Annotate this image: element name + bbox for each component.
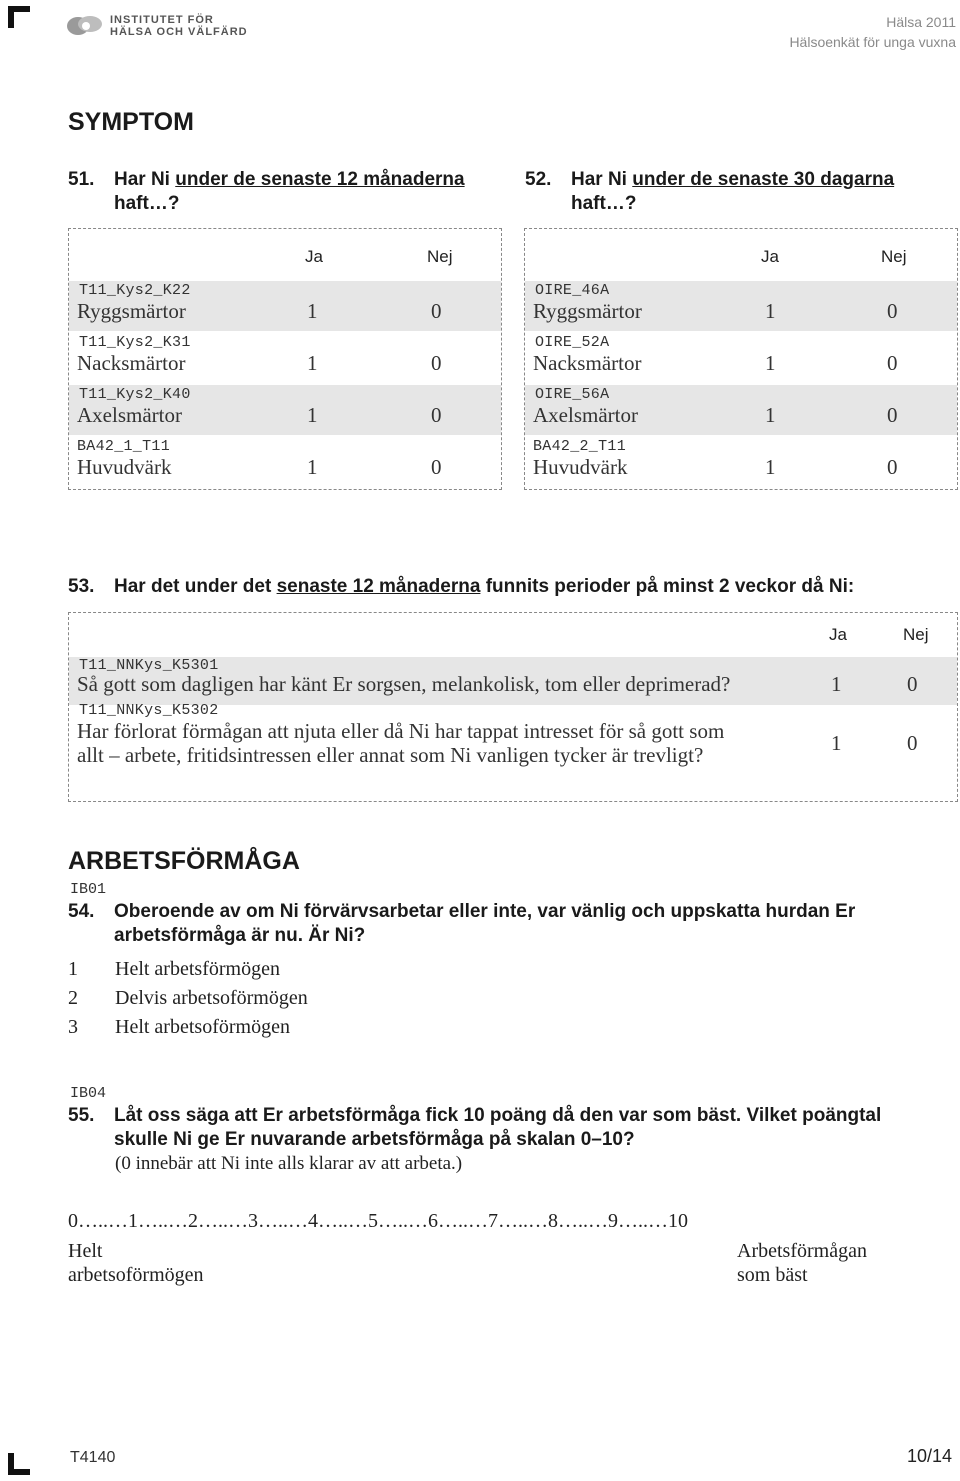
question-53 [68,575,948,599]
logo-line-1: INSTITUTET FÖR [110,14,214,26]
form-code: T4140 [70,1449,116,1466]
table-row [69,437,501,487]
variable-code: IB04 [70,1085,107,1102]
table-52 [524,228,958,490]
table-51 [68,228,502,490]
crop-mark-bottom-left [8,1453,30,1475]
variable-code: OIRE_56A [535,386,610,403]
variable-code: OIRE_52A [535,334,610,351]
score-scale[interactable]: 0…..…1…..…2…..…3…..…4…..…5…..…6…..…7…..…8…..…9…..…10 [68,1210,688,1232]
row-label: Axelsmärtor [77,403,182,427]
variable-code: IB01 [70,881,107,898]
question-text: Har Ni [114,169,176,190]
survey-title: Hälsa 2011 [886,14,956,30]
answer-ja[interactable]: 1 [831,731,842,755]
variable-code: BA42_1_T11 [77,438,171,455]
survey-subtitle: Hälsoenkät för unga vuxna [789,34,956,50]
answer-ja[interactable]: 1 [765,351,776,375]
logo-line-2: HÄLSA OCH VÄLFÄRD [110,26,248,38]
answer-ja[interactable]: 1 [765,299,776,323]
answer-nej[interactable]: 0 [431,403,442,427]
scale-left-label-1: Helt [68,1240,103,1262]
option-number: 3 [68,1016,78,1038]
variable-code: T11_NNKys_K5302 [79,702,219,719]
table-53 [68,612,958,802]
scale-right-label-2: som bäst [737,1264,808,1286]
table-row [525,333,957,383]
variable-code: T11_Kys2_K22 [79,282,191,299]
question-note: (0 innebär att Ni inte alls klarar av att arbeta.) [115,1153,463,1174]
column-header-nej: Nej [427,247,453,266]
question-text-line-1: Oberoende av om Ni förvärvsarbetar eller inte, var vänlig och uppskatta hurdan Er [114,901,856,922]
row-label: Ryggsmärtor [77,299,186,323]
option-number: 1 [68,958,78,980]
row-label: Huvudvärk [533,455,628,479]
question-number: 52. [525,169,552,190]
question-text-line-2: skulle Ni ge Er nuvarande arbetsförmåga på skalan 0–10? [114,1129,635,1150]
table-row [69,385,501,435]
row-label: Axelsmärtor [533,403,638,427]
logo [66,14,248,38]
variable-code: BA42_2_T11 [533,438,627,455]
answer-ja[interactable]: 1 [307,455,318,479]
question-54 [68,900,948,948]
column-header-nej: Nej [881,247,907,266]
question-51 [68,168,508,216]
answer-nej[interactable]: 0 [887,299,898,323]
question-number: 53. [68,576,95,597]
answer-nej[interactable]: 0 [907,672,918,696]
column-header-ja: Ja [761,247,779,266]
table-row [525,385,957,435]
question-underlined-text: senaste 12 månaderna [276,576,481,597]
question-52 [525,168,945,216]
table-row [525,437,957,487]
question-text-end: haft…? [571,193,637,214]
answer-ja[interactable]: 1 [831,672,842,696]
section-heading-arbetsformaga: ARBETSFÖRMÅGA [68,847,300,875]
option-text: Delvis arbetsoförmögen [115,987,308,1009]
question-number: 51. [68,169,95,190]
question-55 [68,1104,948,1152]
row-label: Så gott som dagligen har känt Er sorgsen, melankolisk, tom eller deprimerad? [77,672,731,696]
column-header-nej: Nej [903,625,929,644]
row-label: Huvudvärk [77,455,172,479]
answer-ja[interactable]: 1 [307,403,318,427]
question-text-end: funnits perioder på minst 2 veckor då Ni: [480,576,855,597]
variable-code: T11_Kys2_K40 [79,386,191,403]
column-header-ja: Ja [829,625,847,644]
question-underlined-text: under de senaste 12 månaderna [175,169,465,190]
question-text-line-2: arbetsförmåga är nu. Är Ni? [114,925,366,946]
answer-nej[interactable]: 0 [431,455,442,479]
scale-right-label-1: Arbetsförmågan [737,1240,867,1262]
answer-nej[interactable]: 0 [431,299,442,323]
answer-ja[interactable]: 1 [765,403,776,427]
answer-nej[interactable]: 0 [887,403,898,427]
scale-left-label-2: arbetsoförmögen [68,1264,204,1286]
table-row [69,333,501,383]
row-label: Nacksmärtor [533,351,642,375]
row-label-line-2: allt – arbete, fritidsintressen eller annat som Ni vanligen tycker är trevligt? [77,743,704,767]
table-row [69,281,501,331]
question-underlined-text: under de senaste 30 dagarna [632,169,895,190]
table-row [525,281,957,331]
section-heading-symptom: SYMPTOM [68,108,194,136]
page-number: 10/14 [906,1446,952,1466]
answer-nej[interactable]: 0 [431,351,442,375]
question-number: 55. [68,1105,95,1126]
answer-nej[interactable]: 0 [907,731,918,755]
answer-nej[interactable]: 0 [887,455,898,479]
answer-ja[interactable]: 1 [765,455,776,479]
table-row [69,702,957,785]
row-label: Nacksmärtor [77,351,186,375]
question-text: Har det under det [114,576,277,597]
answer-ja[interactable]: 1 [307,299,318,323]
option-text: Helt arbetsförmögen [115,958,280,980]
institute-logo-icon [66,14,104,38]
variable-code: OIRE_46A [535,282,610,299]
question-text: Har Ni [571,169,633,190]
question-number: 54. [68,901,95,922]
option-text: Helt arbetsoförmögen [115,1016,290,1038]
row-label-line-1: Har förlorat förmågan att njuta eller då Ni har tappat intresset för så gott som [77,719,725,743]
table-row [69,657,957,705]
column-header-ja: Ja [305,247,323,266]
row-label: Ryggsmärtor [533,299,642,323]
crop-mark-top-left [8,6,30,28]
answer-ja[interactable]: 1 [307,351,318,375]
header-right [789,12,956,52]
answer-nej[interactable]: 0 [887,351,898,375]
variable-code: T11_NNKys_K5301 [79,657,219,674]
question-text-end: haft…? [114,193,180,214]
variable-code: T11_Kys2_K31 [79,334,191,351]
option-number: 2 [68,987,78,1009]
question-text-line-1: Låt oss säga att Er arbetsförmåga fick 10 poäng då den var som bäst. Vilket poängtal [114,1105,882,1126]
